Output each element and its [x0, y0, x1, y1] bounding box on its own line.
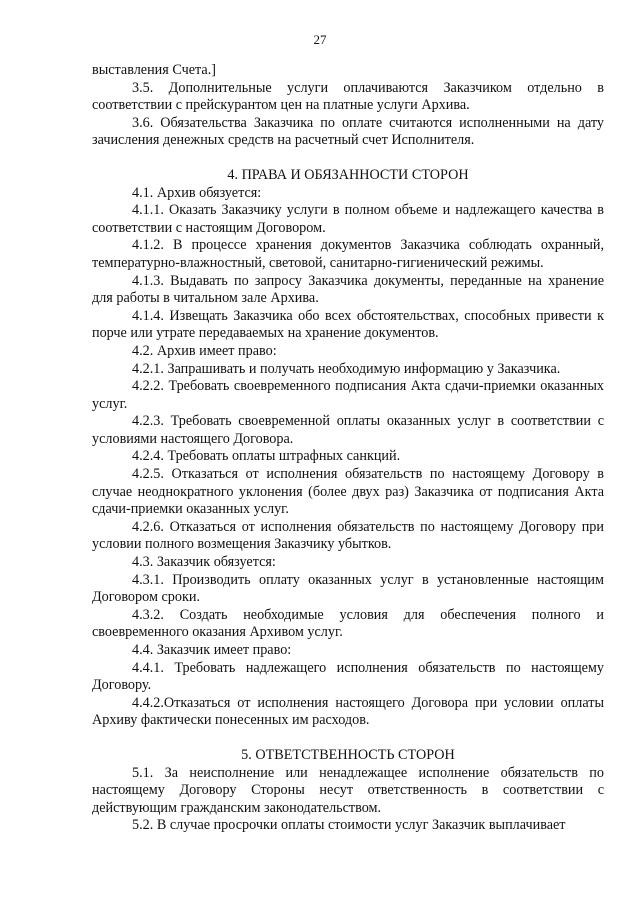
paragraph-4-2-4: 4.2.4. Требовать оплаты штрафных санкций.	[132, 448, 401, 465]
paragraph-4-3-1: 4.3.1. Производить оплату оказанных услуг в установленные настоящим Договором сроки.	[92, 571, 604, 606]
paragraph-4-2-5: 4.2.5. Отказаться от исполнения обязательств по настоящему Договору в случае неоднократного уклонения (более двух раз) Заказчика от подписания Акта сдачи-приемки оказанных услуг.	[92, 466, 604, 518]
paragraph-4-3-2: 4.3.2. Создать необходимые условия для обеспечения полного и своевременного оказания Архивом услуг.	[92, 606, 604, 641]
paragraph-4-2-1: 4.2.1. Запрашивать и получать необходимую информацию у Заказчика.	[132, 360, 561, 377]
paragraph-4-1: 4.1. Архив обязуется:	[132, 184, 262, 201]
paragraph: выставления Счета.]	[92, 62, 216, 78]
paragraph-4-4-1: 4.4.1. Требовать надлежащего исполнения обязательств по настоящему Договору.	[92, 659, 604, 694]
page-number: 27	[313, 32, 327, 47]
paragraph-4-4: 4.4. Заказчик имеет право:	[132, 642, 292, 658]
paragraph-4-1-1: 4.1.1. Оказать Заказчику услуги в полном объеме и надлежащего качества в соответствии с настоящим Договором.	[92, 202, 604, 236]
paragraph-4-1-3: 4.1.3. Выдавать по запросу Заказчика документы, переданные на хранение для работы в читальном зале Архива.	[92, 272, 604, 307]
section-heading-4: 4. ПРАВА И ОБЯЗАННОСТИ СТОРОН	[227, 166, 469, 183]
section-heading-5: 5. ОТВЕТСТВЕННОСТЬ СТОРОН	[241, 746, 455, 763]
paragraph-3-6: 3.6. Обязательства Заказчика по оплате считаются исполненными на дату зачисления денежных средств на расчетный счет Исполнителя.	[92, 114, 604, 149]
paragraph-4-2-6: 4.2.6. Отказаться от исполнения обязательств по настоящему Договору при условии полного возмещения Заказчику убытков.	[92, 518, 604, 553]
paragraph-4-2: 4.2. Архив имеет право:	[132, 342, 277, 359]
paragraph-5-1: 5.1. За неисполнение или ненадлежащее исполнение обязательств по настоящему Договору Стороны несут ответственность в соответствии с действующим гражданским законодательством.	[92, 764, 604, 816]
paragraph-4-1-2: 4.1.2. В процессе хранения документов Заказчика соблюдать охранный, температурно-влажностный, световой, санитарно-гигиенический режимы.	[92, 237, 604, 271]
paragraph-4-2-3: 4.2.3. Требовать своевременной оплаты оказанных услуг в соответствии с условиями настоящего Договора.	[92, 413, 604, 447]
paragraph-3-5: 3.5. Дополнительные услуги оплачиваются Заказчиком отдельно в соответствии с прейскурантом цен на платные услуги Архива.	[92, 79, 604, 114]
paragraph-4-3: 4.3. Заказчик обязуется:	[132, 554, 276, 571]
paragraph-4-4-2: 4.4.2.Отказаться от исполнения настоящего Договора при условии оплаты Архиву фактически понесенных им расходов.	[92, 694, 604, 729]
paragraph-4-2-2: 4.2.2. Требовать своевременного подписания Акта сдачи-приемки оказанных услуг.	[92, 378, 604, 412]
document-body	[92, 62, 604, 835]
paragraph-5-2: 5.2. В случае просрочки оплаты стоимости услуг Заказчик выплачивает	[132, 817, 566, 834]
paragraph-4-1-4: 4.1.4. Извещать Заказчика обо всех обстоятельствах, способных привести к порче или утрате передаваемых на хранение документов.	[92, 307, 604, 342]
